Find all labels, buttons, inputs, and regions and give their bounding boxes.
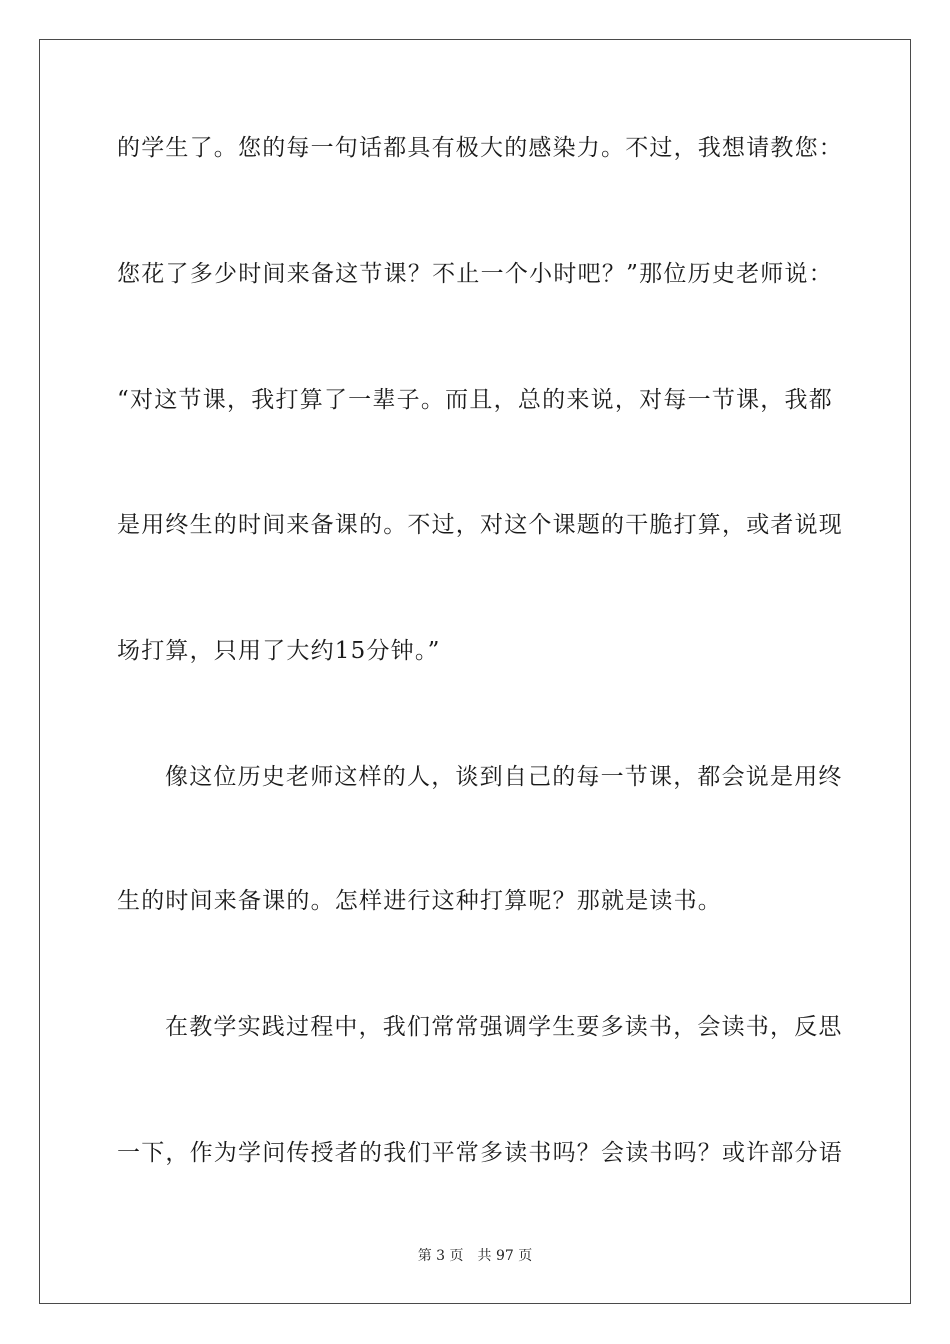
paragraph-start-line: 像这位历史老师这样的人，谈到自己的每一节课，都会说是用终	[165, 764, 843, 790]
text-line-2: 您花了多少时间来备这节课？不止一个小时吧？”那位历史老师说：	[117, 261, 833, 287]
text-line-1: 的学生了。您的每一句话都具有极大的感染力。不过，我想请教您：	[117, 135, 843, 161]
text-line-9: 一下，作为学问传授者的我们平常多读书吗？会读书吗？或许部分语	[117, 1140, 843, 1166]
paragraph-start-line: 在教学实践过程中，我们常常强调学生要多读书，会读书，反思	[165, 1014, 843, 1040]
text-line-7: 生的时间来备课的。怎样进行这种打算呢？那就是读书。	[117, 888, 722, 914]
text-line-5: 场打算，只用了大约15分钟。”	[117, 638, 441, 664]
text-line-4: 是用终生的时间来备课的。不过，对这个课题的干脆打算，或者说现	[117, 512, 843, 538]
page-total: 共 97 页	[477, 1248, 533, 1264]
page-footer	[0, 1246, 950, 1266]
page-border	[39, 39, 911, 1304]
text-line-3: “对这节课，我打算了一辈子。而且，总的来说，对每一节课，我都	[117, 387, 833, 413]
page-number: 第 3 页	[417, 1248, 464, 1264]
